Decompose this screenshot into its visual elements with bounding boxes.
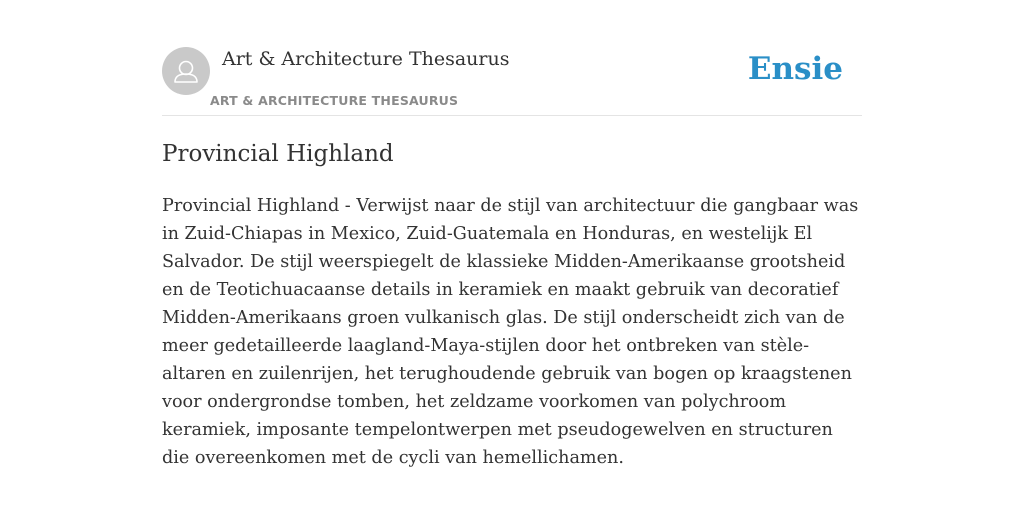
source-label[interactable]: ART & ARCHITECTURE THESAURUS (210, 93, 459, 108)
entry-header (162, 47, 862, 116)
page-title: Provincial Highland (162, 141, 394, 167)
definition-text: Provincial Highland - Verwijst naar de stijl van architectuur die gangbaar was in Zuid-Chiapas in Mexico, Zuid-Guatemala en Honduras, en westelijk El Salvador. De stijl weerspiegelt de klassieke Midden-Amerikaanse grootsheid en de Teotichuacaanse details in keramiek en maakt gebruik van decoratief Midden-Amerikaans groen vulkanisch glas. De stijl onderscheidt zich van de meer gedetailleerde laagland-Maya-stijlen door het ontbreken van stèle-altaren en zuilenrijen, het terughoudende gebruik van bogen op kraagstenen voor ondergrondse tomben, het zeldzame voorkomen van polychroom keramiek, imposante tempelontwerpen met pseudogewelven en structuren die overeenkomen met de cycli van hemellichamen. (162, 196, 859, 468)
author-name[interactable]: Art & Architecture Thesaurus (222, 48, 510, 70)
user-icon (162, 47, 210, 95)
ensie-logo[interactable]: Ensie (747, 51, 843, 87)
author-avatar[interactable] (162, 47, 210, 95)
